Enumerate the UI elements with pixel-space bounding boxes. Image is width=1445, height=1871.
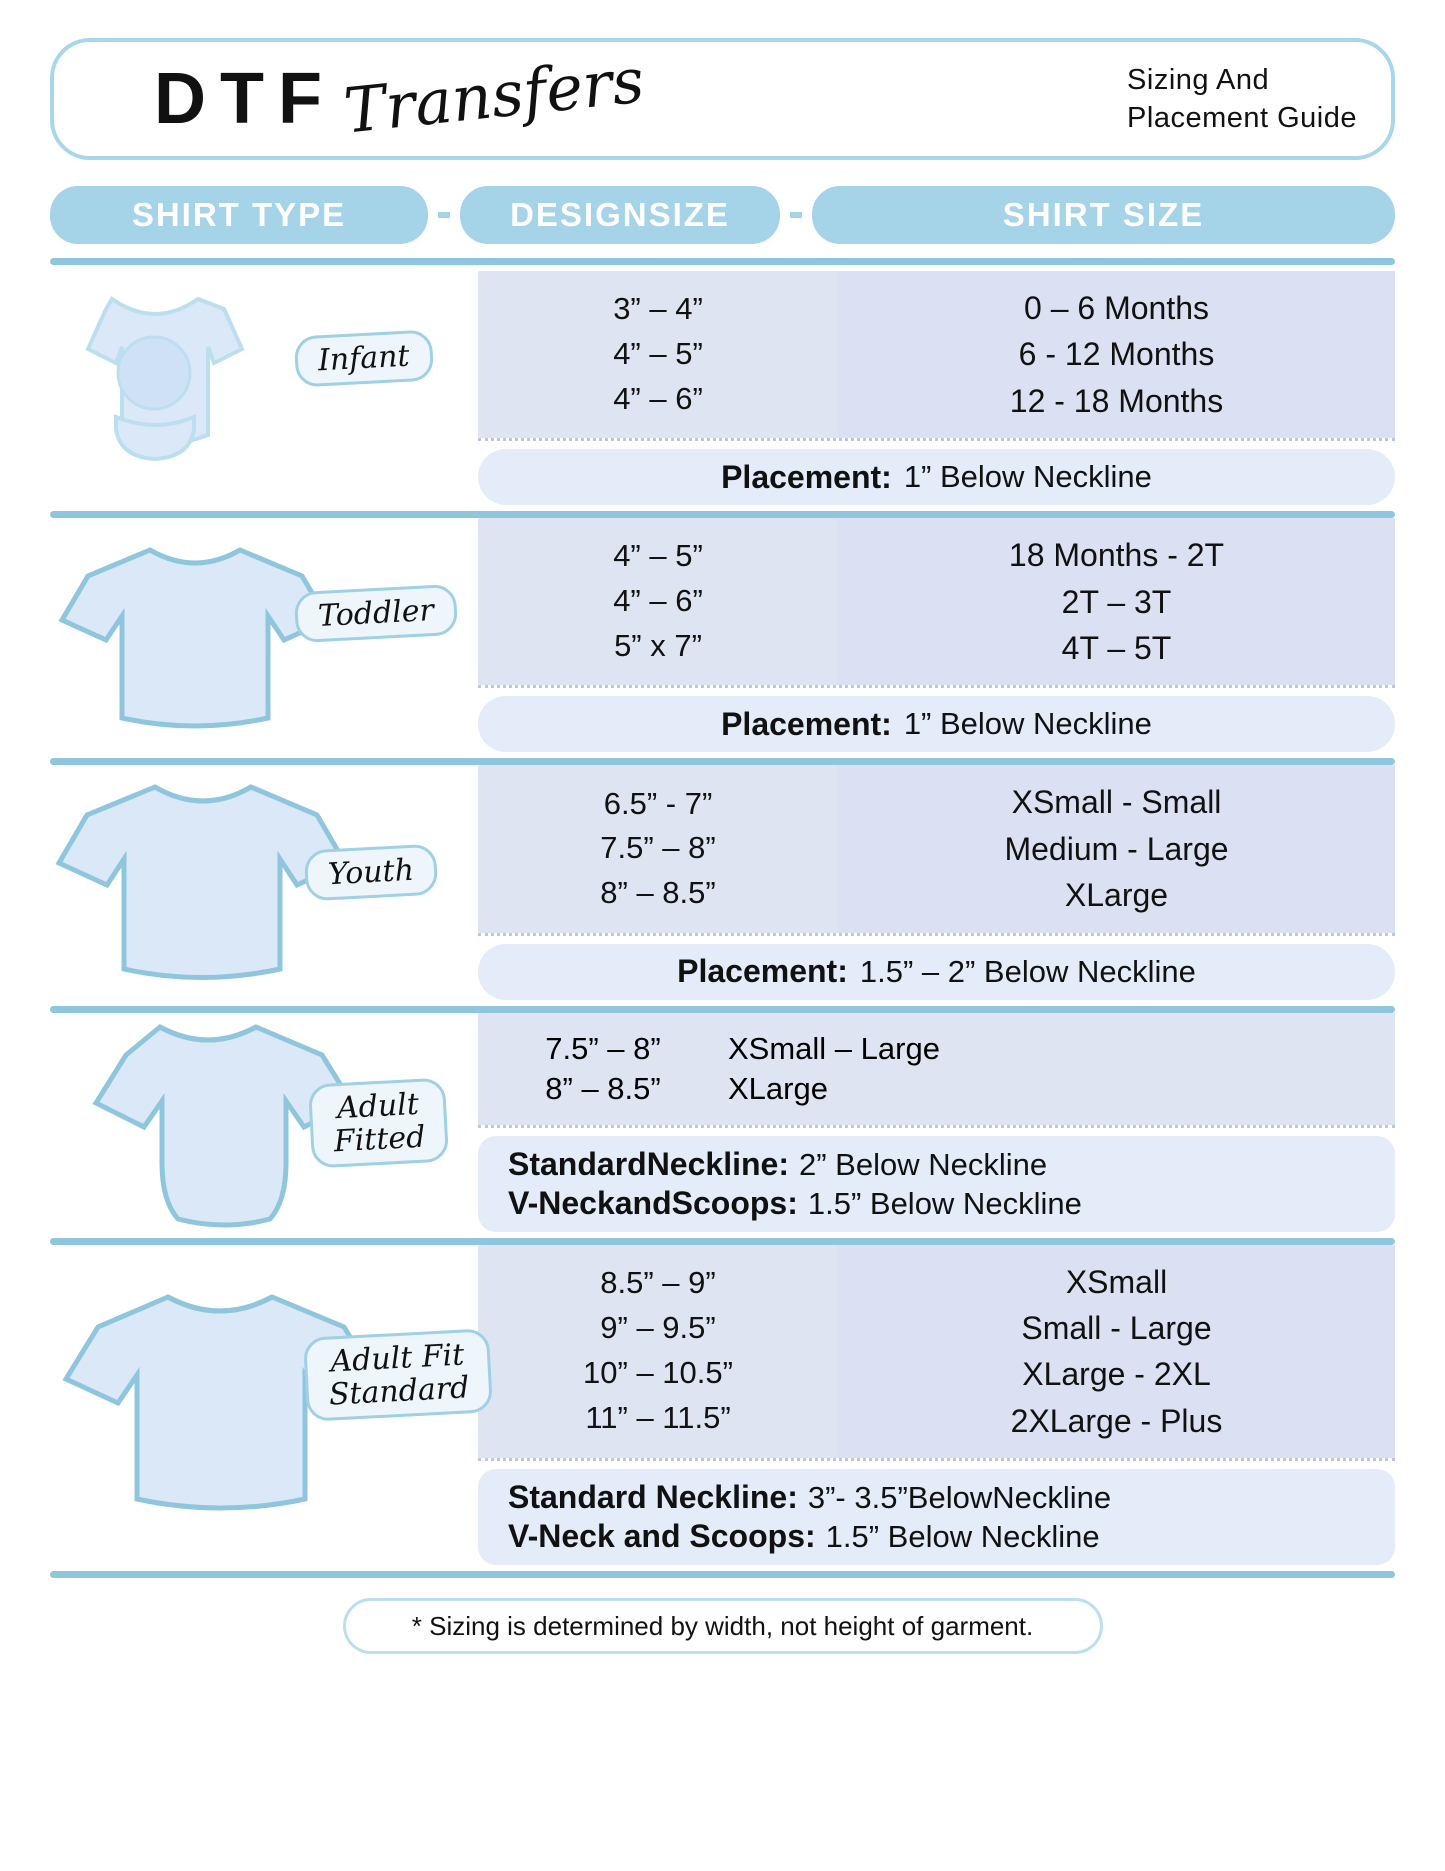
logo-script-text: Transfers: [340, 43, 648, 148]
logo: [154, 43, 648, 148]
design-size-value: 9” – 9.5”: [600, 1310, 716, 1346]
sizes-band-adult-standard: [478, 1245, 1395, 1459]
dotted-divider: [478, 438, 1395, 441]
table-row-infant: [50, 271, 1395, 505]
placement-line: [508, 1185, 1082, 1222]
placement-line: [508, 1479, 1111, 1516]
placement-value: 1” Below Neckline: [903, 459, 1152, 495]
table-row-adult-fitted: [50, 1013, 1395, 1232]
table-row-toddler: [50, 518, 1395, 752]
shirt-sizes-toddler: [838, 518, 1395, 685]
sizes-band-adult-fitted: [478, 1013, 1395, 1125]
garment-cell-youth: [50, 765, 478, 999]
data-cell-adult-fitted: [478, 1013, 1395, 1232]
shirt-size-value: XSmall: [1065, 1263, 1168, 1300]
dotted-divider: [478, 1125, 1395, 1128]
page-header: [50, 38, 1395, 160]
toddler-tshirt-icon: [50, 540, 340, 730]
design-size-value: 4” – 5”: [613, 538, 703, 574]
design-size-value: 3” – 4”: [613, 291, 703, 327]
placement-label: V-Neck and Scoops:: [508, 1518, 816, 1555]
divider-3: [50, 1006, 1395, 1013]
placement-label: Standard Neckline:: [508, 1479, 798, 1516]
design-size-value: 8” – 8.5”: [600, 875, 716, 911]
design-size-value: 11” – 11.5”: [585, 1400, 731, 1436]
shirt-size-value: XLarge: [1064, 877, 1169, 914]
placement-label: Placement:: [677, 953, 848, 990]
divider-bottom: [50, 1571, 1395, 1578]
placement-line: [508, 1146, 1047, 1183]
shirt-size-value: XSmall - Small: [1011, 784, 1222, 821]
sizes-band-toddler: [478, 518, 1395, 685]
placement-value: 2” Below Neckline: [798, 1146, 1048, 1182]
shirt-size-value: 0 – 6 Months: [1024, 290, 1209, 326]
placement-label: StandardNeckline:: [508, 1145, 789, 1182]
divider-1: [50, 511, 1395, 518]
header-connector-1: [438, 212, 450, 218]
design-size-value: 7.5” – 8”: [545, 1030, 661, 1066]
placement-infant: [478, 449, 1395, 505]
design-sizes-youth: [478, 765, 838, 932]
shirt-size-value: 12 - 18 Months: [1009, 382, 1224, 419]
design-sizes-toddler: [478, 518, 838, 685]
column-header-shirt-size: SHIRT SIZE: [812, 186, 1395, 244]
subtitle-line-1: Sizing And: [1127, 63, 1270, 96]
logo-primary-text: DTF: [154, 59, 336, 139]
page-subtitle: [1127, 61, 1357, 138]
placement-youth: [478, 944, 1395, 1000]
placement-value: 1.5” Below Neckline: [807, 1185, 1082, 1221]
garment-cell-adult-standard: [50, 1245, 478, 1566]
shirt-size-value: 18 Months - 2T: [1008, 537, 1225, 574]
subtitle-line-2: Placement Guide: [1127, 102, 1357, 134]
shirt-sizes-youth: [838, 765, 1395, 932]
placement-line: [508, 1518, 1100, 1555]
divider-top: [50, 258, 1395, 265]
dotted-divider: [478, 933, 1395, 936]
row-label-youth: Youth: [304, 844, 438, 902]
infant-onesie-icon: [50, 291, 260, 486]
placement-value: 1” Below Neckline: [903, 706, 1152, 742]
placement-adult-fitted: [478, 1136, 1395, 1232]
shirt-size-value: 4T – 5T: [1061, 629, 1172, 666]
data-cell-adult-standard: [478, 1245, 1395, 1566]
column-headers: [50, 186, 1395, 244]
header-connector-2: [790, 212, 802, 218]
design-size-value: 7.5” – 8”: [600, 830, 716, 866]
placement-toddler: [478, 696, 1395, 752]
design-size-value: 8.5” – 9”: [600, 1265, 716, 1301]
table-row-youth: [50, 765, 1395, 999]
footer-note: [343, 1598, 1103, 1654]
shirt-sizes-infant: [838, 271, 1395, 438]
divider-4: [50, 1238, 1395, 1245]
placement-value: 1.5” Below Neckline: [825, 1519, 1100, 1555]
design-size-value: 10” – 10.5”: [583, 1355, 733, 1391]
garment-cell-adult-fitted: [50, 1013, 478, 1232]
dotted-divider: [478, 685, 1395, 688]
data-cell-infant: [478, 271, 1395, 505]
column-header-shirt-type: SHIRT TYPE: [50, 186, 428, 244]
sizes-band-youth: [478, 765, 1395, 932]
placement-label: V-NeckandScoops:: [508, 1184, 798, 1221]
dotted-divider: [478, 1458, 1395, 1461]
size-pair-row: [478, 1031, 1395, 1067]
row-label-adult-standard: Adult Fit Standard: [303, 1328, 494, 1422]
divider-2: [50, 758, 1395, 765]
row-label-infant: Infant: [294, 329, 434, 387]
design-size-value: 4” – 5”: [613, 336, 703, 372]
shirt-size-value: XLarge: [728, 1070, 828, 1106]
garment-cell-toddler: [50, 518, 478, 752]
placement-value: 1.5” – 2” Below Neckline: [859, 953, 1196, 989]
footer-note-text: * Sizing is determined by width, not height of garment.: [411, 1610, 1034, 1641]
placement-label: Placement:: [721, 705, 892, 742]
table-row-adult-standard: [50, 1245, 1395, 1566]
design-size-value: 8” – 8.5”: [545, 1070, 661, 1106]
data-cell-youth: [478, 765, 1395, 999]
design-sizes-infant: [478, 271, 838, 438]
placement-label: Placement:: [721, 458, 892, 495]
shirt-size-value: XLarge - 2XL: [1022, 1356, 1211, 1393]
size-pair-row: [478, 1071, 1395, 1107]
shirt-size-value: Medium - Large: [1004, 830, 1229, 867]
design-size-value: 4” – 6”: [613, 583, 703, 619]
placement-value: 3”- 3.5”BelowNeckline: [807, 1480, 1112, 1516]
design-size-value: 4” – 6”: [613, 381, 703, 417]
shirt-size-value: 2T – 3T: [1061, 583, 1172, 620]
garment-cell-infant: [50, 271, 478, 505]
design-sizes-adult-standard: [478, 1245, 838, 1459]
shirt-size-value: XSmall – Large: [728, 1030, 940, 1066]
placement-adult-standard: [478, 1469, 1395, 1565]
row-label-toddler: Toddler: [294, 584, 458, 643]
shirt-size-value: Small - Large: [1021, 1309, 1212, 1346]
data-cell-toddler: [478, 518, 1395, 752]
column-header-design-size: DESIGNSIZE: [460, 186, 780, 244]
sizes-band-infant: [478, 271, 1395, 438]
row-label-adult-fitted: Adult Fitted: [308, 1077, 450, 1168]
design-size-value: 6.5” - 7”: [603, 785, 713, 821]
shirt-sizes-adult-standard: [838, 1245, 1395, 1459]
design-size-value: 5” x 7”: [614, 628, 702, 664]
shirt-size-value: 6 - 12 Months: [1018, 336, 1215, 373]
shirt-size-value: 2XLarge - Plus: [1010, 1402, 1223, 1439]
